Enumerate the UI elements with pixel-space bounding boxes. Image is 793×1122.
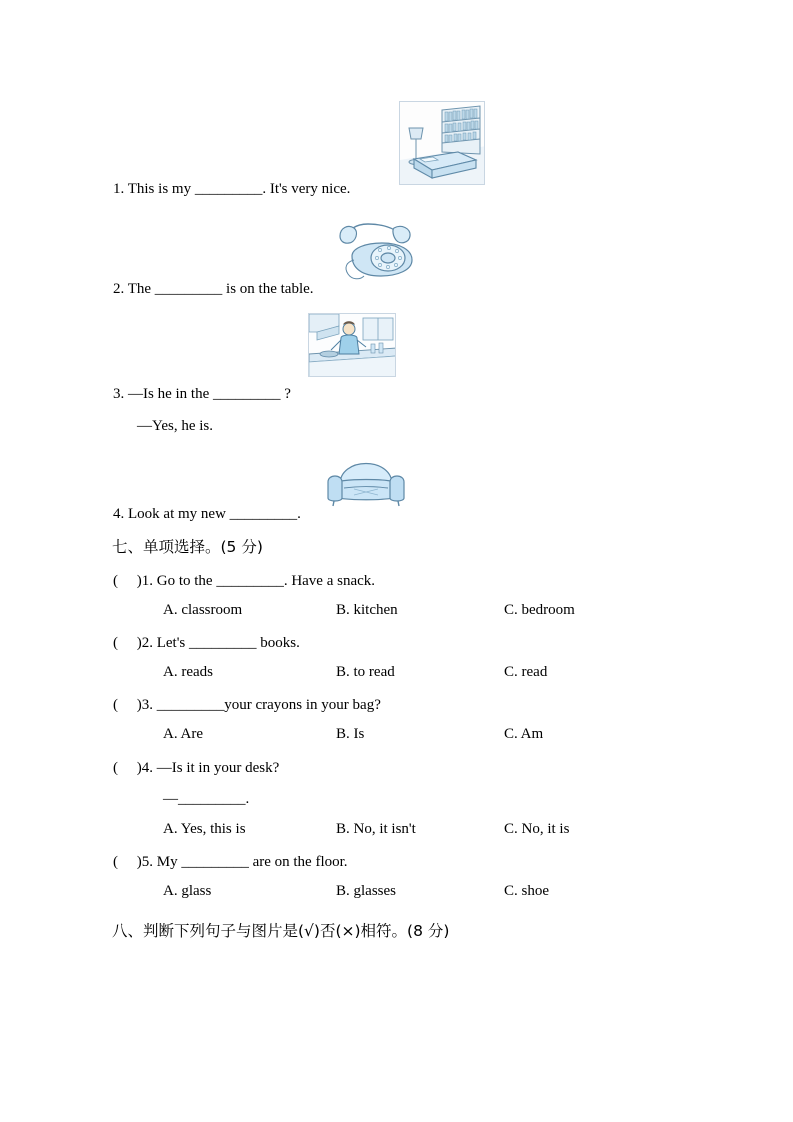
question-4-option-c[interactable]: C. No, it is <box>504 821 570 837</box>
question-3-stem: ( )3. _________your crayons in your bag? <box>113 697 381 713</box>
question-1-option-a[interactable]: A. classroom <box>163 602 243 618</box>
question-4-option-b[interactable]: B. No, it isn't <box>336 821 416 837</box>
fill-item-3: 3. —Is he in the _________ ? <box>113 386 291 402</box>
question-5-option-b[interactable]: B. glasses <box>336 883 396 899</box>
fill-item-1: 1. This is my _________. It's very nice. <box>113 181 351 197</box>
question-2-option-b[interactable]: B. to read <box>336 664 395 680</box>
bedroom-picture <box>399 101 485 185</box>
question-2-stem: ( )2. Let's _________ books. <box>113 635 300 651</box>
question-4-stem: ( )4. —Is it in your desk? <box>113 760 280 776</box>
question-2-option-a[interactable]: A. reads <box>163 664 213 680</box>
section-eight-heading: 八、判断下列句子与图片是(√)否(×)相符。(8 分) <box>112 922 450 940</box>
sofa-picture <box>320 442 412 508</box>
question-4-option-a[interactable]: A. Yes, this is <box>163 821 246 837</box>
kitchen-picture <box>308 313 396 377</box>
fill-item-3-answer: —Yes, he is. <box>137 418 213 434</box>
question-5-option-c[interactable]: C. shoe <box>504 883 549 899</box>
question-3-option-b[interactable]: B. Is <box>336 726 365 742</box>
question-5-option-a[interactable]: A. glass <box>163 883 212 899</box>
section-seven-heading: 七、单项选择。(5 分) <box>112 538 263 556</box>
question-1-option-c[interactable]: C. bedroom <box>504 602 575 618</box>
question-3-option-a[interactable]: A. Are <box>163 726 203 742</box>
question-5-stem: ( )5. My _________ are on the floor. <box>113 854 348 870</box>
fill-item-2: 2. The _________ is on the table. <box>113 281 314 297</box>
question-2-option-c[interactable]: C. read <box>504 664 548 680</box>
question-1-option-b[interactable]: B. kitchen <box>336 602 398 618</box>
fill-item-4: 4. Look at my new _________. <box>113 506 301 522</box>
telephone-picture <box>332 218 422 284</box>
question-1-stem: ( )1. Go to the _________. Have a snack. <box>113 573 376 589</box>
question-3-option-c[interactable]: C. Am <box>504 726 544 742</box>
question-4-stem-2: —_________. <box>163 791 250 807</box>
